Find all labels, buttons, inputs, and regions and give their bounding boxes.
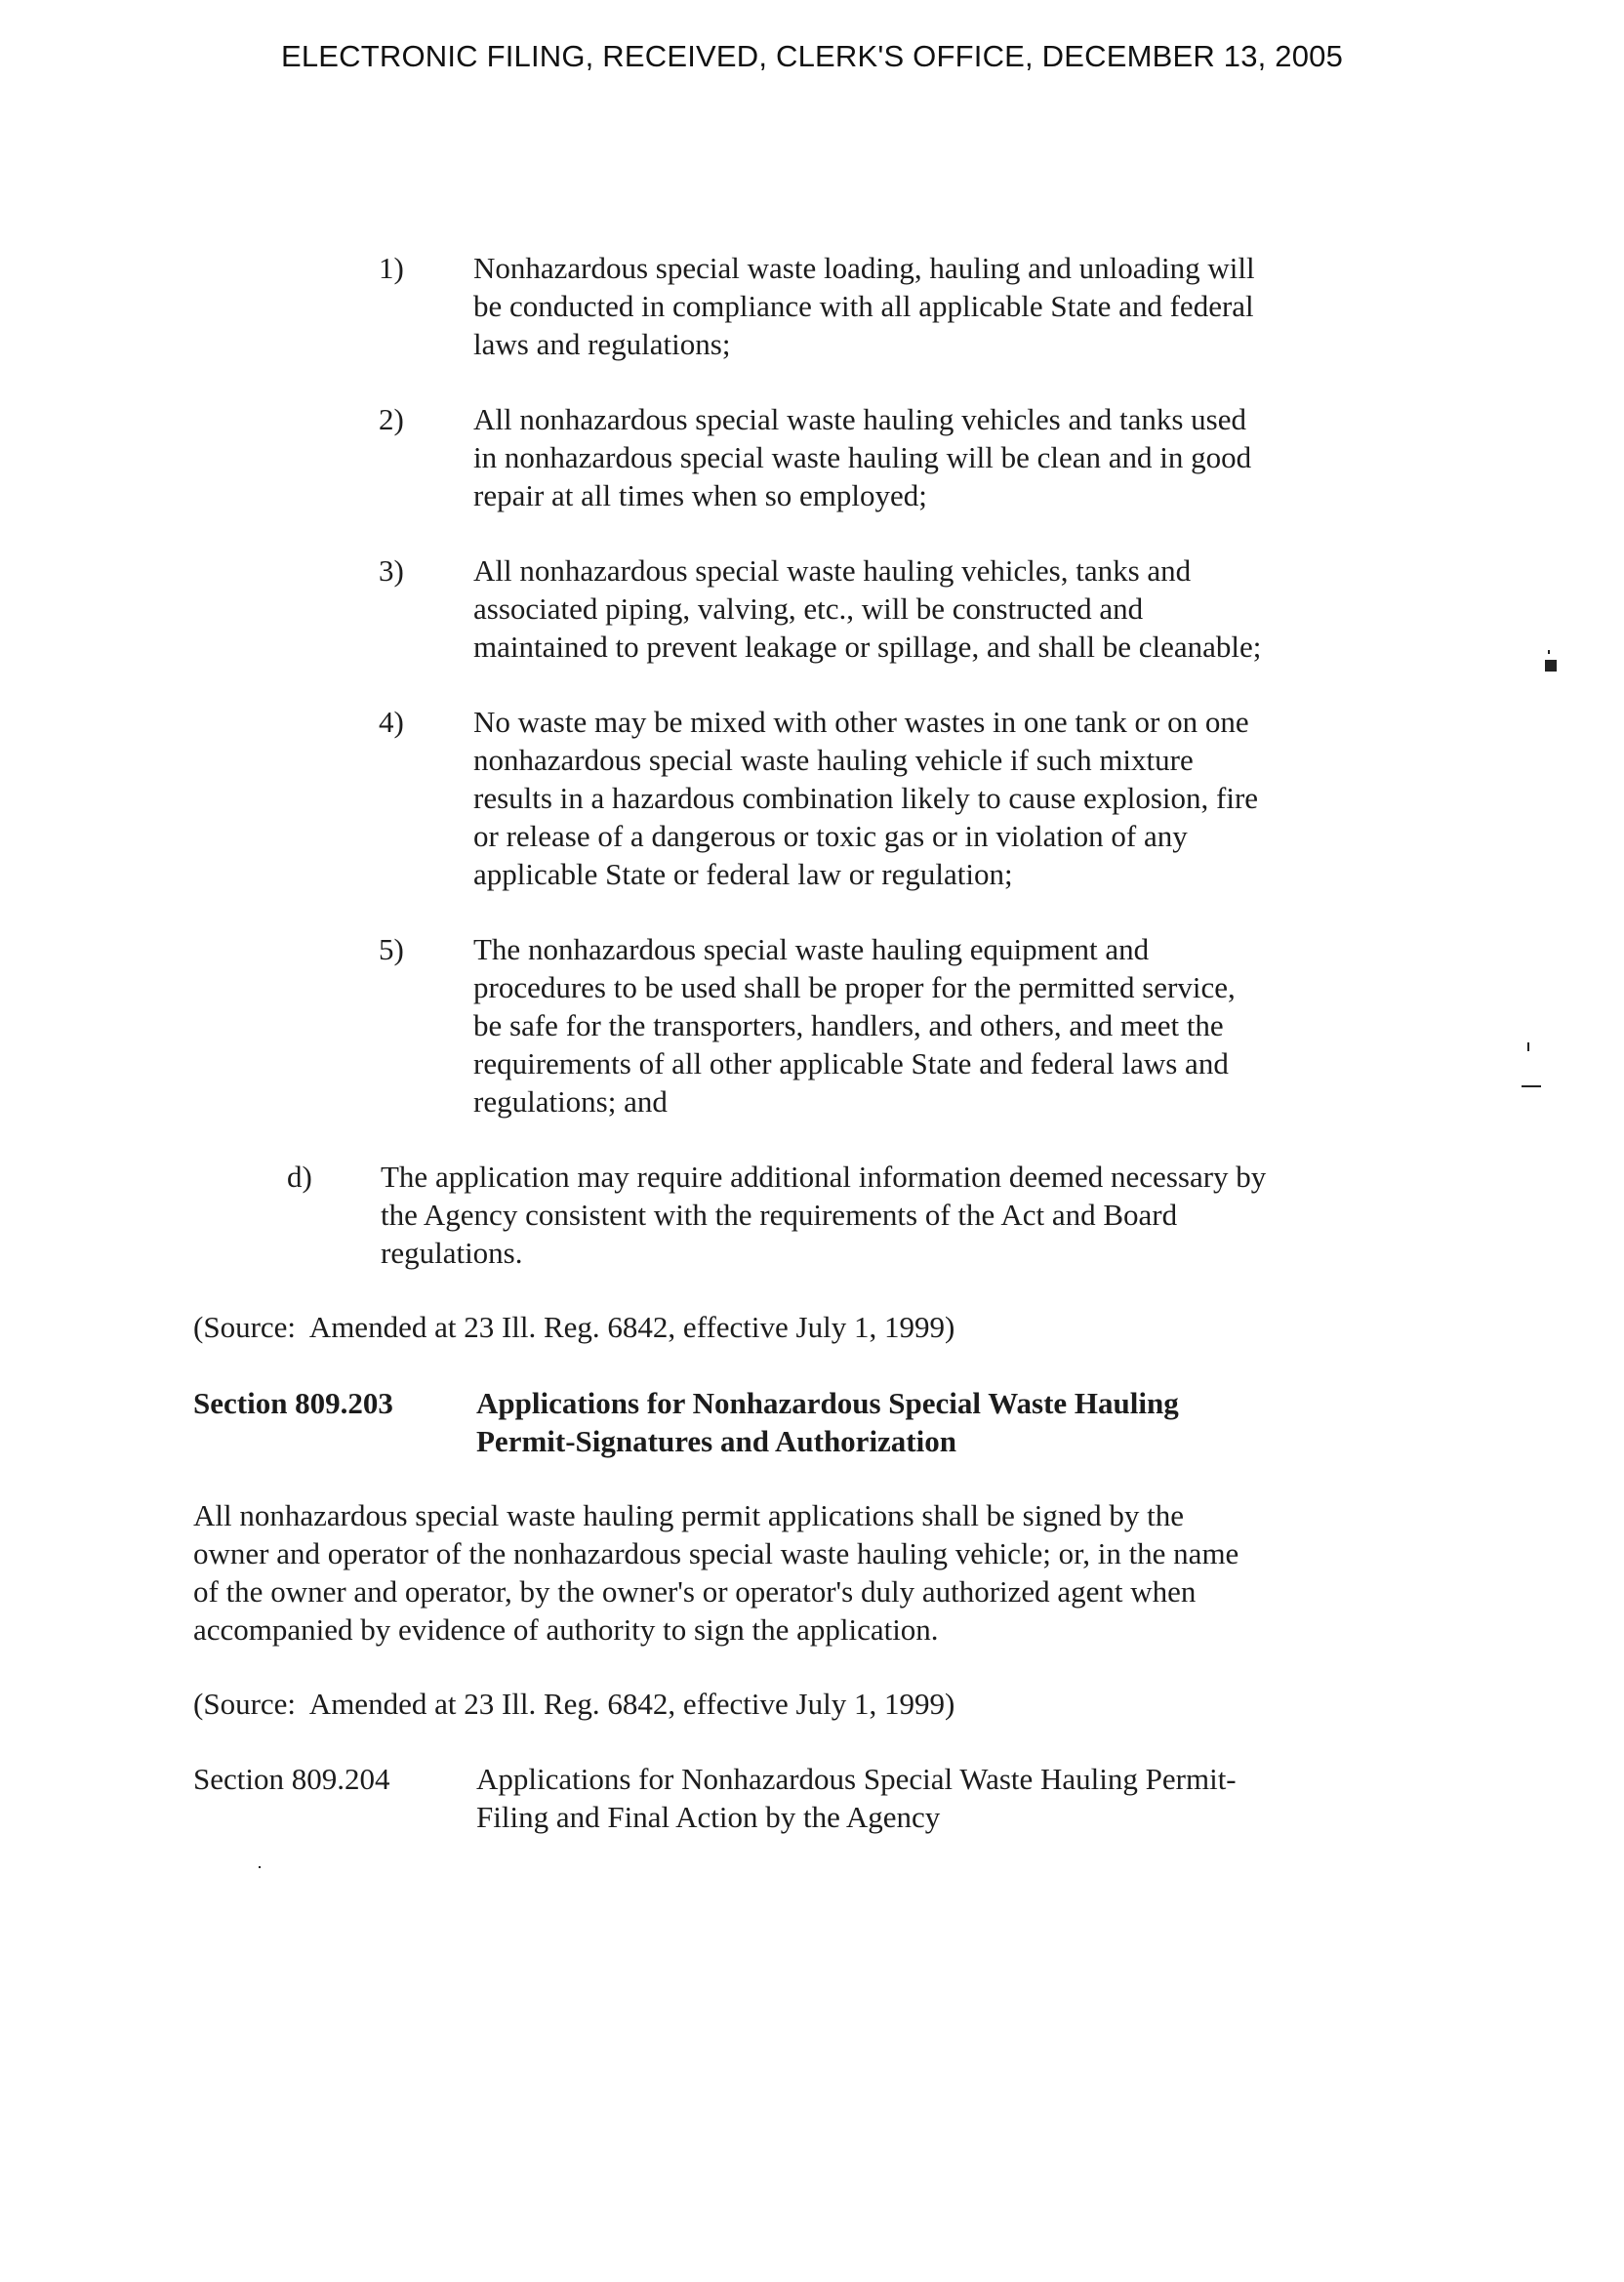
section-title (476, 1760, 1306, 1836)
text-line: in nonhazardous special waste hauling will be clean and in good (473, 440, 1252, 474)
text-line: requirements of all other applicable State and federal laws and (473, 1046, 1229, 1080)
section-number: Section 809.203 (193, 1386, 393, 1420)
list-item-number: 3) (379, 553, 404, 588)
text-line: be conducted in compliance with all applicable State and federal (473, 289, 1254, 323)
text-line: of the owner and operator, by the owner's or operator's duly authorized agent when (193, 1574, 1197, 1609)
list-item-1-text (473, 249, 1352, 363)
text-line: accompanied by evidence of authority to sign the application. (193, 1612, 939, 1647)
text-line: The nonhazardous special waste hauling equipment and (473, 932, 1150, 966)
list-item-1 (379, 249, 404, 287)
scan-artifact-dot (1548, 650, 1550, 654)
list-item-number: d) (287, 1160, 312, 1194)
text-line: The application may require additional information deemed necessary by (381, 1160, 1267, 1194)
list-item-number: 5) (379, 932, 404, 966)
source-note-2: (Source: Amended at 23 Ill. Reg. 6842, effective July 1, 1999) (193, 1687, 955, 1721)
scan-artifact-dash (1522, 1085, 1541, 1087)
text-line: associated piping, valving, etc., will be constructed and (473, 591, 1144, 626)
scan-artifact-mark (1545, 660, 1557, 672)
section-title-line: Applications for Nonhazardous Special Waste Hauling Permit- (476, 1762, 1237, 1796)
text-line: All nonhazardous special waste hauling permit applications shall be signed by the (193, 1498, 1184, 1532)
list-item-4-text (473, 703, 1352, 893)
section-809-203-paragraph (193, 1496, 1364, 1649)
source-note-1: (Source: Amended at 23 Ill. Reg. 6842, effective July 1, 1999) (193, 1310, 955, 1344)
text-line: applicable State or federal law or regulation; (473, 857, 1013, 891)
text-line: regulations; and (473, 1084, 668, 1119)
text-line: All nonhazardous special waste hauling vehicles, tanks and (473, 553, 1192, 588)
text-line: the Agency consistent with the requirements of the Act and Board (381, 1198, 1178, 1232)
section-title-line: Filing and Final Action by the Agency (476, 1800, 941, 1834)
text-line: nonhazardous special waste hauling vehicle if such mixture (473, 743, 1194, 777)
section-number: Section 809.204 (193, 1762, 390, 1796)
list-item-5-text (473, 930, 1352, 1121)
scan-artifact-dot (259, 1866, 261, 1868)
text-line: owner and operator of the nonhazardous special waste hauling vehicle; or, in the name (193, 1536, 1239, 1570)
list-item-4 (379, 703, 404, 741)
text-line: be safe for the transporters, handlers, and others, and meet the (473, 1008, 1224, 1042)
text-line: No waste may be mixed with other wastes in one tank or on one (473, 705, 1249, 739)
section-title-line: Permit-Signatures and Authorization (476, 1424, 956, 1458)
text-line: Nonhazardous special waste loading, hauling and unloading will (473, 251, 1255, 285)
list-item-d (287, 1158, 312, 1196)
scan-artifact-tick (1527, 1042, 1529, 1051)
list-item-3 (379, 551, 404, 590)
section-title-line: Applications for Nonhazardous Special Waste Hauling (476, 1386, 1179, 1420)
list-item-2-text (473, 400, 1352, 514)
list-item-number: 4) (379, 705, 404, 739)
filing-header: ELECTRONIC FILING, RECEIVED, CLERK'S OFFICE, DECEMBER 13, 2005 (280, 39, 1344, 73)
section-title (476, 1384, 1306, 1460)
text-line: maintained to prevent leakage or spillage, and shall be cleanable; (473, 630, 1262, 664)
text-line: laws and regulations; (473, 327, 731, 361)
text-line: or release of a dangerous or toxic gas or in violation of any (473, 819, 1188, 853)
text-line: procedures to be used shall be proper for the permitted service, (473, 970, 1236, 1004)
list-item-5 (379, 930, 404, 968)
list-item-d-text (381, 1158, 1357, 1272)
list-item-number: 1) (379, 251, 404, 285)
list-item-number: 2) (379, 402, 404, 436)
list-item-2 (379, 400, 404, 438)
text-line: regulations. (381, 1236, 523, 1270)
text-line: repair at all times when so employed; (473, 478, 927, 512)
text-line: All nonhazardous special waste hauling vehicles and tanks used (473, 402, 1246, 436)
text-line: results in a hazardous combination likely to cause explosion, fire (473, 781, 1259, 815)
list-item-3-text (473, 551, 1352, 666)
